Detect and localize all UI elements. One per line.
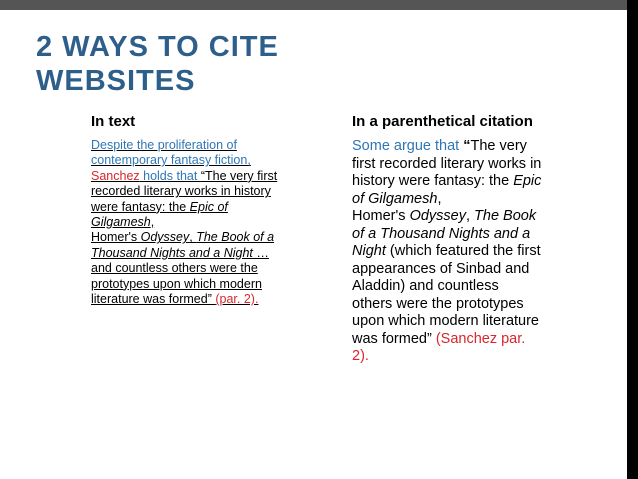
right-text-segment: of a Thousand Nights and a [352,225,531,242]
right-text-line [352,331,584,349]
in-text-example [91,138,336,307]
left-text-segment: … [252,245,269,260]
slide-title-line-1: 2 WAYS TO CITE [36,31,279,63]
right-text-line [352,138,584,156]
right-text-line [352,243,584,261]
right-text-line [352,348,584,366]
right-text-segment: 2). [352,348,369,364]
left-text-line [91,153,336,168]
right-text-line [352,156,584,174]
left-text-segment: Homer's [91,230,141,245]
left-text-line [91,261,336,276]
right-text-line [352,278,584,296]
left-text-segment: and countless others were the [91,261,258,276]
left-text-segment: Odyssey [140,230,190,245]
left-text-segment: holds that [139,168,201,183]
left-text-line [91,277,336,292]
slide-title-line-2: WEBSITES [36,65,196,97]
right-text-segment: was formed” [352,330,436,347]
right-text-segment: The Book [474,208,537,224]
right-text-segment: Aladdin) and countless [352,278,499,294]
left-text-segment: , [150,215,155,230]
left-text-segment: prototypes upon which modern [91,276,262,291]
right-text-segment: upon which modern literature [352,313,539,329]
right-text-segment: (which featured the first [385,243,541,259]
right-text-segment: Epic [513,173,542,189]
right-text-line [352,226,584,244]
right-edge-bar [627,0,638,479]
right-text-segment: history were fantasy: the [352,173,514,189]
parenthetical-example [352,138,584,366]
right-text-segment: Some argue that [352,138,464,154]
right-text-segment: Odyssey [409,208,466,224]
left-text-line [91,138,336,153]
left-text-line [91,215,336,230]
left-text-line [91,246,336,261]
left-text-segment: Thousand Nights and a Night [91,245,253,260]
left-text-segment: Gilgamesh [91,215,151,230]
right-text-line [352,296,584,314]
right-text-segment: first recorded literary works in [352,155,542,172]
right-text-line [352,191,584,209]
left-text-segment: The Book of a [196,230,275,245]
right-text-segment: The very [470,138,527,154]
right-text-segment: , [437,190,442,207]
right-column-heading: In a parenthetical citation [352,113,533,130]
left-text-line [91,230,336,245]
right-text-segment: of Gilgamesh [352,190,438,207]
right-text-segment: Night [352,243,386,259]
left-text-segment: recorded literary works in history [91,184,271,199]
right-text-segment: Homer's [352,208,410,224]
left-text-segment: “The very first [200,168,278,183]
right-text-segment: (Sanchez par. [435,330,526,347]
right-text-segment: “ [463,138,471,154]
right-text-segment: others were the prototypes [352,295,524,312]
right-text-line [352,313,584,331]
right-text-segment: , [465,208,475,224]
right-text-segment: appearances of Sinbad and [352,260,530,277]
right-text-line [352,261,584,279]
left-column-heading: In text [91,113,136,130]
right-text-line [352,208,584,226]
left-text-segment: literature was formed” [91,292,216,307]
left-text-segment: Sanchez [91,168,140,183]
left-text-line [91,200,336,215]
left-text-line [91,169,336,184]
left-text-segment: contemporary fantasy fiction, [91,153,251,168]
slide-title [36,30,279,98]
left-text-segment: were fantasy: the [91,199,190,214]
left-text-segment: Despite the proliferation of [91,138,237,152]
left-text-segment: (par. 2). [215,292,259,307]
left-text-segment: , [189,230,197,245]
right-text-line [352,173,584,191]
left-text-line [91,292,336,307]
left-text-line [91,184,336,199]
top-accent-bar [0,0,627,10]
left-text-segment: Epic of [189,199,228,214]
